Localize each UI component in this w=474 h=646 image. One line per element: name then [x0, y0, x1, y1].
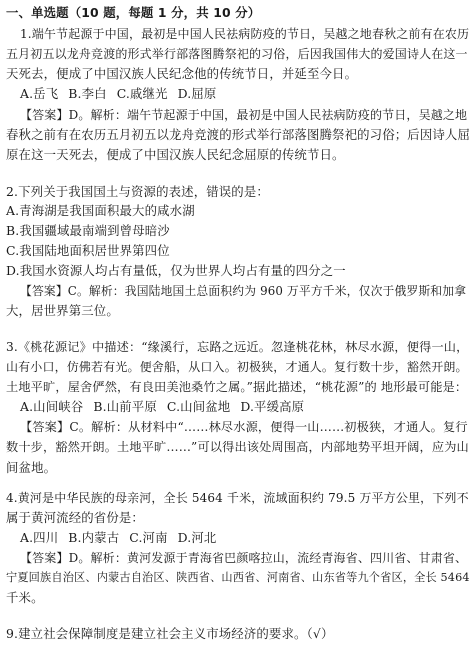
q4-option-b: B.内蒙古 — [68, 530, 120, 546]
q1-stem-line-2: 五月初五以龙舟竞渡的形式举行部落图腾祭祀的习俗，后因我国伟大的爱国诗人在这一 — [6, 47, 468, 62]
q2-option-c: C.我国陆地面积居世界第四位 — [6, 243, 170, 259]
q4-option-a: A.四川 — [20, 530, 59, 546]
q3-option-a: A.山间峡谷 — [20, 399, 84, 415]
q1-answer-line-3: 原在这一天死去，便成了中国汉族人民纪念屈原的传统节日。 — [6, 147, 345, 163]
q1-option-b: B.李白 — [68, 86, 107, 102]
q2-answer-line-1: 【答案】C。解析：我国陆地国土总面积约为 960 万平方千米，仅次于俄罗斯和加拿 — [20, 284, 467, 299]
q4-answer-line-3: 千米。 — [6, 590, 44, 606]
q1-options — [20, 86, 226, 102]
q4-stem-line-2: 属于黄河流经的省份是： — [6, 510, 144, 526]
q4-answer-line-2: 宁夏回族自治区、内蒙古自治区、陕西省、山西省、河南省、山东省等九个省区，全长 5464 — [6, 571, 470, 585]
q4-option-d: D.河北 — [177, 530, 217, 546]
q1-option-a: A.岳飞 — [20, 86, 59, 102]
q3-option-b: B.山前平原 — [93, 399, 157, 415]
q1-answer-line-2: 春秋之前有在农历五月初五以龙舟竞渡的形式举行部落图腾祭祀的习俗；后因诗人屈 — [6, 127, 471, 143]
q3-answer-line-1: 【答案】C。解析：从材料中“……林尽水源，便得一山……初极狭，才通人。复行 — [20, 420, 468, 435]
q2-option-b: B.我国疆域最南端到曾母暗沙 — [6, 223, 170, 239]
q4-option-c: C.河南 — [129, 530, 168, 546]
section-title: 一、单选题（10 题，每题 1 分，共 10 分） — [6, 5, 261, 21]
q3-answer-line-2: 数十步，豁然开朗。土地平旷……”可以得出该处周围高，内部地势平坦开阔，应为山 — [6, 440, 469, 455]
q1-option-c: C.戚继光 — [116, 86, 168, 102]
q2-stem: 2.下列关于我国国土与资源的表述，错误的是： — [6, 183, 269, 199]
q1-answer-line-1: 【答案】D。解析：端午节起源于中国，最初是中国人民祛病防疫的节日，吴越之地 — [20, 108, 468, 123]
q1-option-d: D.屈原 — [177, 86, 217, 102]
q3-stem-line-2: 山有小口，仿佛若有光。便舍船，从口入。初极狭，才通人。复行数十步，豁然开朗。 — [6, 360, 468, 375]
q1-stem-line-3: 天死去，便成了中国汉族人民纪念他的传统节日，并延至今日。 — [6, 66, 358, 82]
q9-stem: 9.建立社会保障制度是建立社会主义市场经济的要求。（√） — [6, 626, 334, 642]
q2-option-a: A.青海湖是我国面积最大的咸水湖 — [6, 203, 195, 219]
q4-options — [20, 530, 226, 546]
q2-option-d: D.我国水资源人均占有量低，仅为世界人均占有量的四分之一 — [6, 263, 346, 279]
q1-stem-line-1: 1.端午节起源于中国，最初是中国人民祛病防疫的节日，吴越之地春秋之前有在农历 — [20, 27, 470, 42]
q3-answer-line-3: 间盆地。 — [6, 459, 57, 475]
q4-stem-line-1: 4.黄河是中华民族的母亲河，全长 5464 千米，流域面积约 79.5 万平方公里，下列不 — [6, 491, 469, 506]
q2-answer-line-2: 大，居世界第三位。 — [6, 303, 119, 319]
q3-options — [20, 399, 314, 415]
q3-stem-line-1: 3.《桃花源记》中描述：“缘溪行，忘路之远近。忽逢桃花林，林尽水源，便得一山， — [6, 340, 469, 355]
q3-option-c: C.山间盆地 — [166, 399, 231, 415]
q4-answer-line-1: 【答案】D。解析：黄河发源于青海省巴颜喀拉山，流经青海省、四川省、甘肃省、 — [20, 551, 468, 566]
q3-option-d: D.平缓高原 — [240, 399, 305, 415]
q3-stem-line-3: 土地平旷，屋舍俨然，有良田美池桑竹之属。”据此描述，“桃花源”的 地形最可能是： — [6, 380, 468, 395]
